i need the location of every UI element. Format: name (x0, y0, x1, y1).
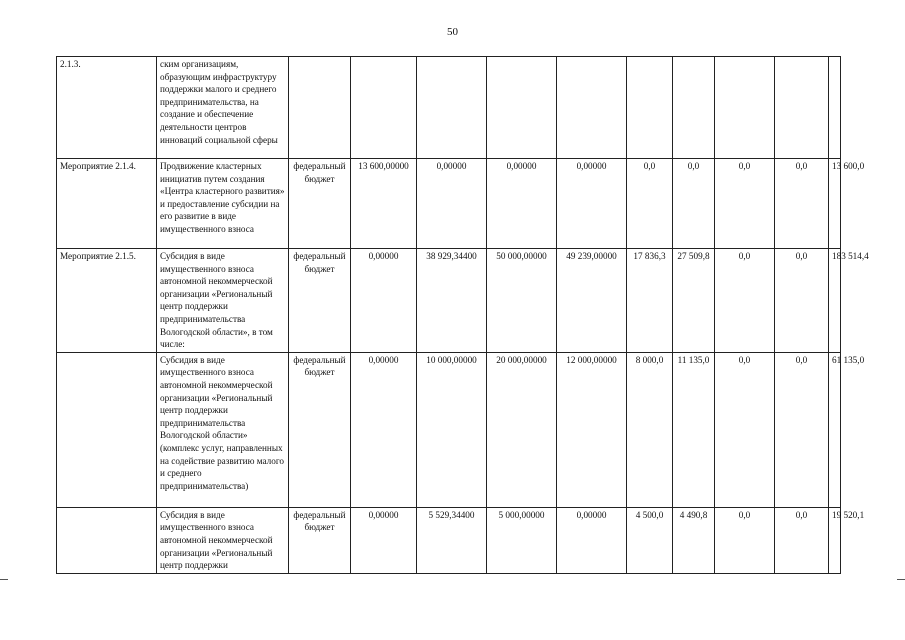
amount-cell: 5 529,34400 (417, 507, 487, 573)
amount-cell: 183 514,4 (829, 249, 841, 353)
amount-cell: 5 000,00000 (487, 507, 557, 573)
amount-cell (487, 57, 557, 159)
activity-code-cell (57, 507, 157, 573)
amount-cell: 0,0 (775, 249, 829, 353)
amount-cell: 0,00000 (351, 249, 417, 353)
amount-cell (829, 57, 841, 159)
funding-source-cell (289, 57, 351, 159)
funding-source-cell: федеральный бюджет (289, 159, 351, 249)
amount-cell: 0,0 (715, 352, 775, 507)
amount-cell: 0,0 (715, 159, 775, 249)
funding-source-cell: федеральный бюджет (289, 352, 351, 507)
activity-code-cell: Мероприятие 2.1.5. (57, 249, 157, 353)
funding-source-cell: федеральный бюджет (289, 249, 351, 353)
amount-cell: 11 135,0 (673, 352, 715, 507)
amount-cell: 13 600,00000 (351, 159, 417, 249)
amount-cell (627, 57, 673, 159)
amount-cell: 0,0 (775, 352, 829, 507)
amount-cell: 0,0 (715, 507, 775, 573)
page-number: 50 (447, 26, 458, 38)
description-cell: Субсидия в виде имущественного взноса автономной некоммерческой организации «Региональный центр поддержки (157, 507, 289, 573)
margin-mark-left (0, 579, 8, 580)
amount-cell (557, 57, 627, 159)
table-row (57, 57, 841, 159)
amount-cell: 0,00000 (557, 507, 627, 573)
amount-cell: 12 000,00000 (557, 352, 627, 507)
amount-cell: 50 000,00000 (487, 249, 557, 353)
description-cell: Субсидия в виде имущественного взноса автономной некоммерческой организации «Региональный центр поддержки предпринимательства Вологодской области» (комплекс услуг, направленных на содействие развитию малого и среднего предпринимательства) (157, 352, 289, 507)
funding-source-cell: федеральный бюджет (289, 507, 351, 573)
amount-cell: 0,0 (673, 159, 715, 249)
amount-cell: 0,00000 (417, 159, 487, 249)
amount-cell: 0,00000 (351, 507, 417, 573)
amount-cell: 19 520,1 (829, 507, 841, 573)
table-row (57, 507, 841, 573)
amount-cell: 38 929,34400 (417, 249, 487, 353)
activity-code-cell: Мероприятие 2.1.4. (57, 159, 157, 249)
amount-cell: 20 000,00000 (487, 352, 557, 507)
amount-cell: 49 239,00000 (557, 249, 627, 353)
amount-cell: 27 509,8 (673, 249, 715, 353)
amount-cell: 8 000,0 (627, 352, 673, 507)
amount-cell: 4 500,0 (627, 507, 673, 573)
activity-code-cell: 2.1.3. (57, 57, 157, 159)
amount-cell: 13 600,0 (829, 159, 841, 249)
amount-cell (673, 57, 715, 159)
amount-cell (417, 57, 487, 159)
amount-cell (351, 57, 417, 159)
description-cell: ским организациям, образующим инфраструктуру поддержки малого и среднего предпринимательства, на создание и обеспечение деятельности центров инноваций социальной сферы (157, 57, 289, 159)
margin-mark-right (897, 579, 905, 580)
description-cell: Продвижение кластерных инициатив путем создания «Центра кластерного развития» и предоставление субсидии на его развитие в виде имущественного взноса (157, 159, 289, 249)
amount-cell: 0,00000 (557, 159, 627, 249)
amount-cell: 0,00000 (351, 352, 417, 507)
amount-cell: 0,0 (715, 249, 775, 353)
amount-cell: 10 000,00000 (417, 352, 487, 507)
amount-cell: 17 836,3 (627, 249, 673, 353)
table-row (57, 352, 841, 507)
table-row (57, 159, 841, 249)
amount-cell (715, 57, 775, 159)
description-cell: Субсидия в виде имущественного взноса автономной некоммерческой организации «Региональный центр поддержки предпринимательства Вологодской области», в том числе: (157, 249, 289, 353)
amount-cell: 0,0 (627, 159, 673, 249)
activity-code-cell (57, 352, 157, 507)
amount-cell: 61 135,0 (829, 352, 841, 507)
amount-cell: 4 490,8 (673, 507, 715, 573)
amount-cell: 0,0 (775, 159, 829, 249)
amount-cell: 0,00000 (487, 159, 557, 249)
budget-table (56, 56, 869, 574)
amount-cell (775, 57, 829, 159)
amount-cell: 0,0 (775, 507, 829, 573)
table-row (57, 249, 841, 353)
